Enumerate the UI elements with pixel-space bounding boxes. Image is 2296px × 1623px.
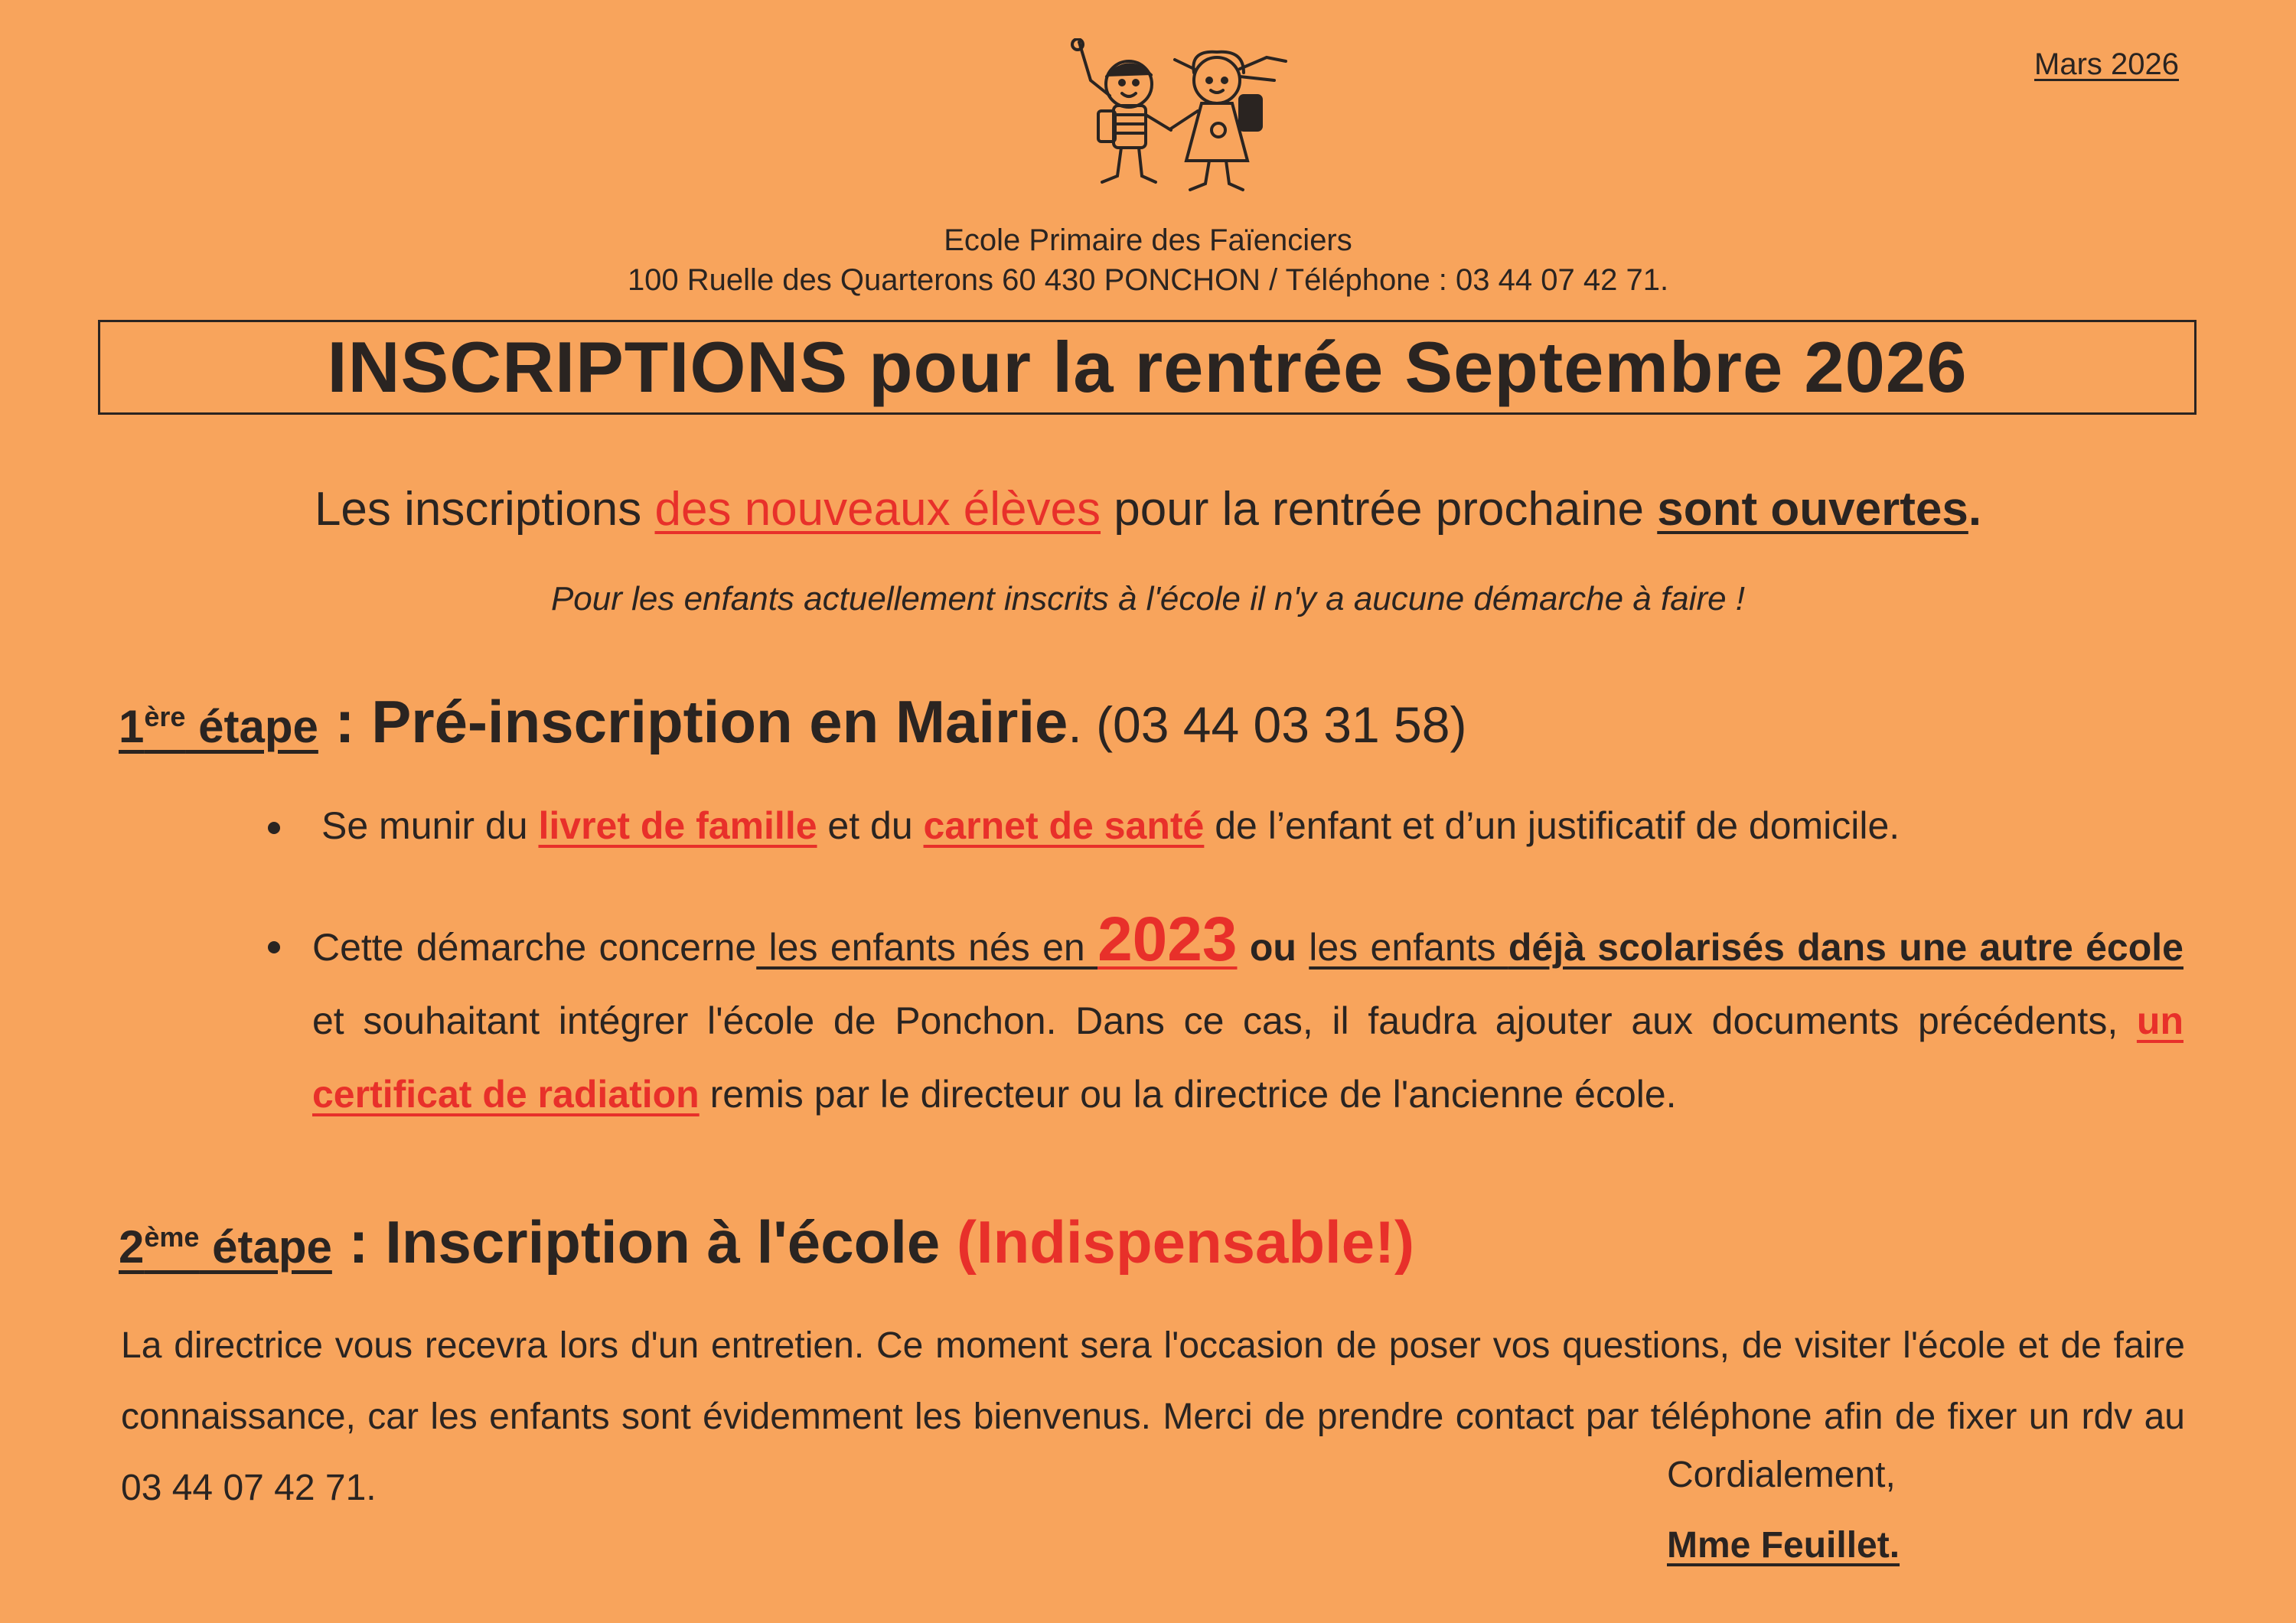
intro-line — [0, 482, 2296, 536]
intro-bold: sont ouvertes — [1657, 483, 1968, 536]
bullet-1-livret: livret de famille — [538, 804, 817, 847]
step-1-sup: ère — [144, 701, 186, 732]
signature: Mme Feuillet. — [1667, 1525, 1900, 1566]
bullet-2 — [312, 903, 2183, 1131]
school-name: Ecole Primaire des Faïenciers — [944, 223, 1352, 257]
bullet-1-text-3: de l’enfant et d’un justificatif de domicile. — [1204, 804, 1900, 847]
page-title: INSCRIPTIONS pour la rentrée Septembre 2026 — [327, 327, 1968, 407]
bullet-2-already: déjà scolarisés dans une autre école — [1508, 926, 2183, 969]
intro-text-2: pour la rentrée prochaine — [1101, 483, 1658, 536]
step-2-label — [119, 1221, 332, 1273]
intro-note: Pour les enfants actuellement inscrits à l'école il n'y a aucune démarche à faire ! — [550, 580, 1746, 618]
closing: Cordialement, — [1667, 1455, 1896, 1495]
step-1-title: Pré-inscription en Mairie — [371, 688, 1068, 755]
step-1-heading — [119, 687, 1466, 757]
step-1-sep: : — [318, 688, 372, 755]
step-2-word: étape — [199, 1221, 332, 1273]
bullet-2-text-1: Cette démarche concerne — [312, 926, 757, 969]
bullet-dot-1 — [268, 822, 280, 834]
bullet-2-year: 2023 — [1097, 904, 1238, 974]
step-1-num: 1 — [119, 701, 145, 752]
step-2-sup: ème — [144, 1221, 200, 1253]
bullet-1-carnet: carnet de santé — [923, 804, 1205, 847]
children-illustration-icon — [1056, 38, 1301, 195]
date: Mars 2026 — [2034, 47, 2179, 81]
intro-highlight: des nouveaux élèves — [654, 483, 1101, 536]
bullet-2-text-2: et souhaitant intégrer l'école de Ponchon. Dans ce cas, il faudra ajouter aux documents précédents, — [312, 999, 2137, 1042]
step-2-paragraph: La directrice vous recevra lors d'un entretien. Ce moment sera l'occasion de poser vos questions, de visiter l'école et de faire connaissance, car les enfants sont évidemment les bienvenus. Merci de prendre contact par téléphone afin de fixer un rdv au 03 44 07 42 71. — [121, 1325, 2185, 1508]
intro-end: . — [1968, 483, 1982, 536]
bullet-2-children: les enfants — [1309, 926, 1508, 969]
bullet-2-born: les enfants nés en — [756, 926, 1098, 969]
step-2-heading — [119, 1207, 1414, 1277]
bullet-1-text-2: et du — [817, 804, 924, 847]
bullet-dot-2 — [268, 941, 280, 953]
step-1-phone: . (03 44 03 31 58) — [1068, 696, 1467, 753]
intro-text-1: Les inscriptions — [314, 483, 655, 536]
bullet-2-certificate: un certificat de radiation — [312, 999, 2183, 1116]
step-2-title: Inscription à l'école — [385, 1208, 957, 1276]
title-box — [98, 320, 2197, 415]
school-address: 100 Ruelle des Quarterons 60 430 PONCHON / Téléphone : 03 44 07 42 71. — [627, 263, 1669, 297]
bullet-1 — [321, 803, 1900, 848]
bullet-2-text-3: remis par le directeur ou la directrice de l'ancienne école. — [699, 1073, 1677, 1116]
step-2-sep: : — [331, 1208, 386, 1276]
bullet-2-ou: ou — [1237, 926, 1309, 969]
school-header — [0, 220, 2296, 300]
step-2-num: 2 — [119, 1221, 145, 1273]
step-1-label — [119, 701, 318, 752]
step-1-word: étape — [185, 701, 318, 752]
bullet-1-text-1: Se munir du — [321, 804, 539, 847]
step-2-indispensable: (Indispensable!) — [956, 1208, 1415, 1276]
